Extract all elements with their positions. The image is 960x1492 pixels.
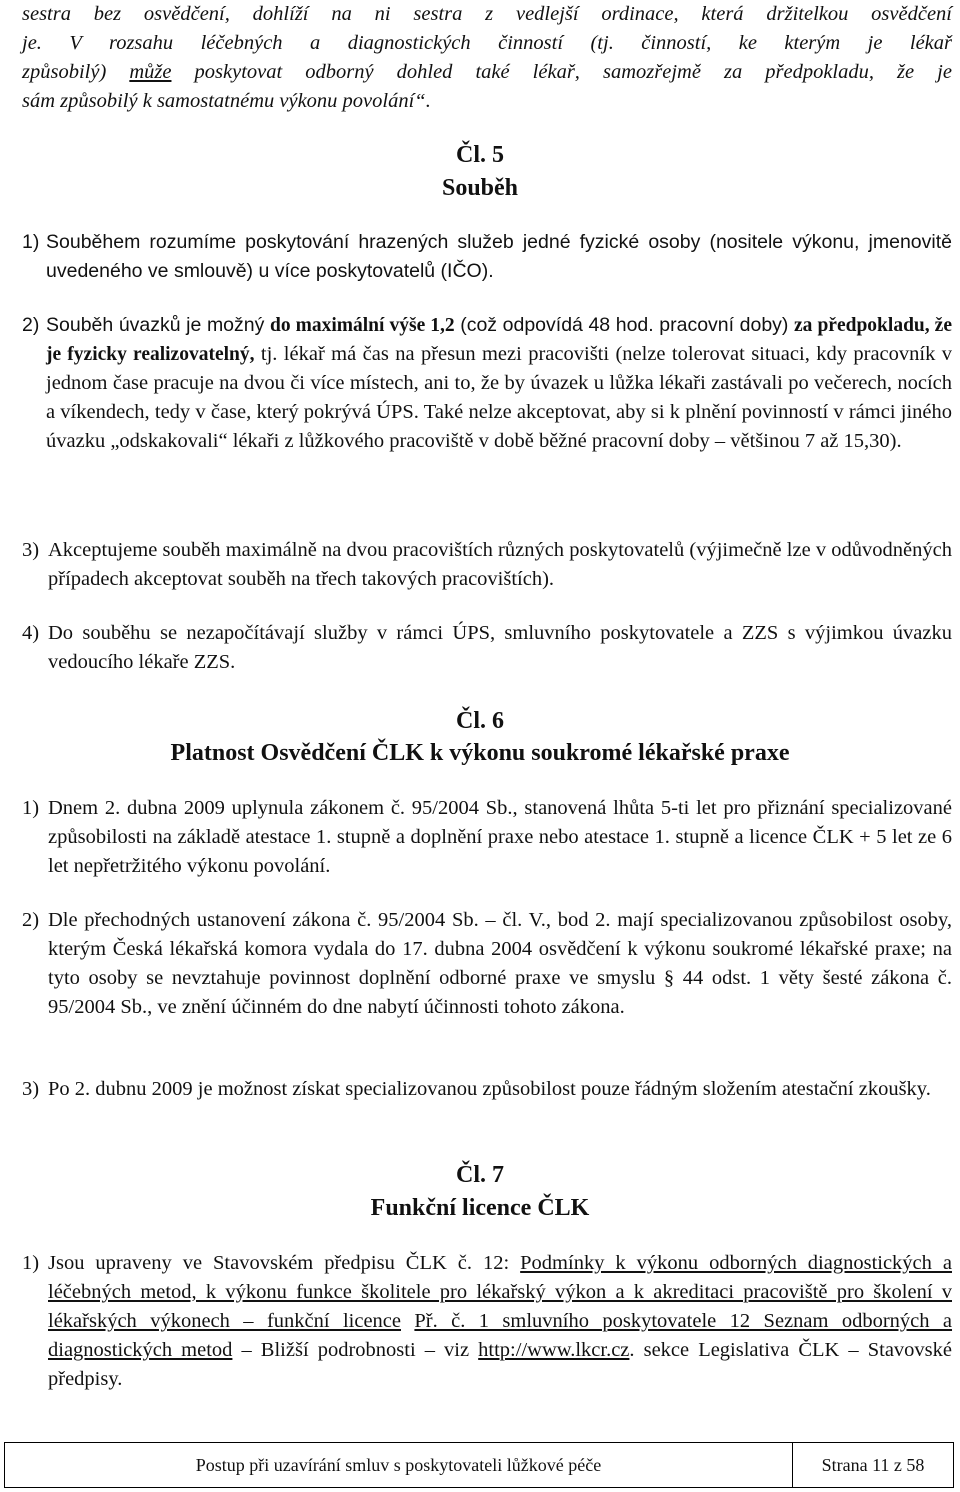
art6-item-2-number: 2) — [22, 909, 40, 931]
footer-document-title: Postup při uzavírání smluv s poskytovateli lůžkové péče — [5, 1443, 793, 1487]
art5-item-1 — [22, 228, 952, 286]
intro-underlined-word: může — [129, 61, 172, 83]
art7-item-1 — [22, 1249, 952, 1394]
intro-line-4: sám způsobilý k samostatnému výkonu povolání“. — [22, 90, 431, 112]
art5-item-2-number: 2) — [22, 314, 40, 336]
intro-line-1: sestra bez osvědčení, dohlíží na ni sestra z vedlejší ordinace, která držitelkou osvědčení — [22, 3, 952, 25]
art5-item-2 — [22, 311, 952, 456]
article-7-number: Čl. 7 — [456, 1162, 504, 1188]
art5-item-2-part-c: (což odpovídá 48 hod. pracovní doby) — [454, 314, 795, 336]
art5-item-3-text: Akceptujeme souběh maximálně na dvou pracovištích různých poskytovatelů (výjimečně lze v odůvodněných případech akceptovat souběh na třech takových pracovištích). — [48, 539, 952, 590]
article-5-number: Čl. 5 — [456, 142, 504, 168]
art5-item-3-number: 3) — [22, 539, 40, 561]
intro-paragraph — [22, 0, 952, 116]
art5-item-4 — [22, 619, 952, 677]
art6-item-3-number: 3) — [22, 1078, 40, 1100]
art6-item-2 — [22, 906, 952, 1022]
art6-item-1 — [22, 794, 952, 881]
attachment-1-methods-list-link[interactable]: Př. č. 1 smluvního poskytovatele 12 Seznam odborných a diagnostických metod — [48, 1310, 953, 1361]
intro-line-3 — [22, 58, 952, 87]
article-6-title: Platnost Osvědčení ČLK k výkonu soukromé lékařské praxe — [170, 740, 790, 766]
art5-item-2-text — [46, 311, 952, 456]
art7-item-1-text — [48, 1249, 952, 1394]
intro-line-3a: způsobilý) — [22, 61, 130, 83]
art6-item-2-text: Dle přechodných ustanovení zákona č. 95/2004 Sb. – čl. V., bod 2. mají specializovanou způsobilost osoby, kterým Česká lékařská komora vydala do 17. dubna 2004 osvědčení k výkonu soukromé lékařské praxe; na tyto osoby se nevztahuje povinnost doplnění odborné praxe ve smyslu § 44 odst. 1 věty šesté zákona č. 95/2004 Sb., ve znění účinném do dne nabytí účinnosti tohoto zákona. — [48, 909, 952, 1018]
art6-item-1-text: Dnem 2. dubna 2009 uplynula zákonem č. 95/2004 Sb., stanovená lhůta 5-ti let pro přiznání specializované způsobilosti na základě atestace 1. stupně a doplnění praxe nebo atestace 1. stupně a licence ČLK + 5 let ze 6 let nepřetržitého výkonu povolání. — [48, 797, 952, 877]
intro-line-2: je. V rozsahu léčebných a diagnostických činností (tj. činností, ke kterým je lékař — [22, 32, 952, 54]
art7-item-1-number: 1) — [22, 1252, 40, 1274]
art6-item-3-text: Po 2. dubnu 2009 je možnost získat specializovanou způsobilost pouze řádným složením atestační zkoušky. — [48, 1078, 931, 1100]
art5-item-2-part-a: Souběh úvazků je možný — [46, 314, 270, 336]
art5-item-1-number: 1) — [22, 231, 40, 253]
art5-item-4-number: 4) — [22, 622, 40, 644]
art7-item-1-part-c: – Bližší podrobnosti – viz — [232, 1339, 479, 1361]
lkcr-website-link[interactable]: http://www.lkcr.cz — [478, 1339, 630, 1361]
art5-item-2-bold-condition: za předpokladu, že je fyzicky realizovatelný, — [46, 315, 952, 365]
art5-item-3 — [22, 536, 952, 594]
article-7-title: Funkční licence ČLK — [370, 1195, 590, 1221]
art5-item-1-text: Souběhem rozumíme poskytování hrazených služeb jedné fyzické osoby (nositele výkonu, jmenovitě uvedeného ve smlouvě) u více poskytovatelů (IČO). — [46, 231, 952, 282]
intro-line-3b: poskytovat odborný dohled také lékař, samozřejmě za předpokladu, že je — [171, 61, 952, 83]
art7-item-1-part-d: . sekce Legislativa ČLK – Stavovské předpisy. — [48, 1339, 952, 1390]
functional-licence-regulation-link[interactable]: Podmínky k výkonu odborných diagnostických a léčebných metod, k výkonu funkce školitele pro lékařský výkon a k akreditaci pracoviště pro školení v lékařských výkonech – funkční licence — [48, 1252, 952, 1332]
art5-item-2-bold-limit: do maximální výše 1,2 — [269, 315, 455, 336]
art7-item-1-part-b — [401, 1310, 414, 1332]
footer-page-number: Strana 11 z 58 — [821, 1454, 925, 1475]
art7-item-1-part-a: Jsou upraveny ve Stavovském předpisu ČLK č. 12: — [48, 1252, 521, 1274]
page-footer — [4, 1442, 954, 1488]
art5-item-4-text: Do souběhu se nezapočítávají služby v rámci ÚPS, smluvního poskytovatele a ZZS s výjimkou úvazku vedoucího lékaře ZZS. — [48, 622, 952, 673]
art6-item-1-number: 1) — [22, 797, 40, 819]
article-6-number: Čl. 6 — [456, 708, 504, 734]
art5-item-2-part-e: tj. lékař má čas na přesun mezi pracovišti (nelze tolerovat situaci, kdy pracovník v jednom čase pracuje na dvou či více místech, ani to, že by úvazek u lůžka lékaři zastávali po večerech, nocích a víkendech, tedy v čase, který pokrývá ÚPS. Také nelze akceptovat, aby si k plnění povinností v rámci jiného úvazku „odskakovali“ lékaři z lůžkového pracoviště v době běžné pracovní doby – většinou 7 až 15,30). — [46, 343, 952, 452]
article-5-title: Souběh — [441, 175, 519, 201]
art6-item-3 — [22, 1075, 952, 1104]
